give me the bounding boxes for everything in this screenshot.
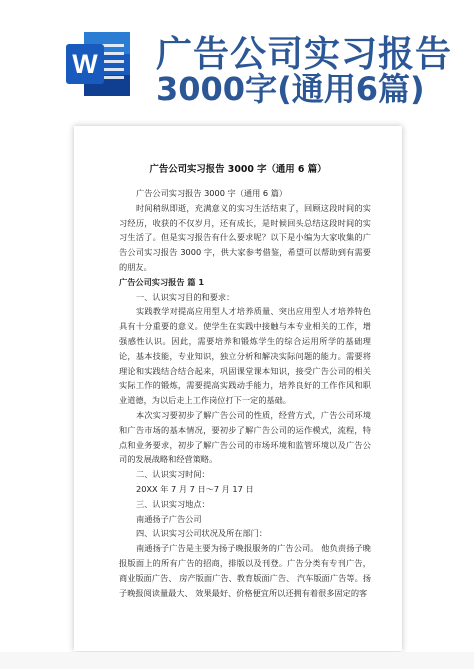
paragraph-subtitle: 广告公司实习报告 3000 字（通用 6 篇） xyxy=(136,188,288,198)
paragraph-body: 本次实习要初步了解广告公司的性质，经营方式，广告公司环境和广告市场的基本情况，要初步了解广告公司的运作模式，流程，特点和业务要求，初步了解广告公司的市场环境和监管环境以及广告公司的发展战略和经营策略。 xyxy=(119,409,371,465)
page-title-line1: 广告公司实习报告 xyxy=(156,34,453,75)
document-body xyxy=(119,186,371,600)
bottom-strip xyxy=(0,652,474,669)
paragraph-body: 南通扬子广告是主要为扬子晚报服务的广告公司。 他负责扬子晚报版面上的所有广告的招商，排版以及刊登。广告分类有专刊广告，商业版面广告、 房产版面广告、教育版面广告、 汽车版面广告等。扬子晚报阅读量最大、 效果最好、价格便宜所以还拥有着很多固定的客 xyxy=(119,543,371,598)
paragraph-item: 一、认识实习目的和要求： xyxy=(136,291,235,302)
page-title-line2: 3000字(通用6篇) xyxy=(156,70,425,108)
section-heading: 广告公司实习报告 篇 1 xyxy=(119,276,205,287)
paragraph-body: 实践教学对提高应用型人才培养质量、突出应用型人才培养特色具有十分重要的意义。使学生在实践中接触与本专业相关的工作，增强感性认识。因此，需要培养和锻炼学生的综合运用所学的基础理论，基本技能，专业知识，独立分析和解决实际问题的能力。需要将理论和实践结合结合起来，巩固课堂课本知识，接受广告公司的相关实际工作的锻炼，需要提高实践动手能力，培养良好的工作作风和职业道德，为以后走上工作岗位打下一定的基础。 xyxy=(119,306,371,406)
paragraph-item: 南通扬子广告公司 xyxy=(136,513,202,524)
document-title: 广告公司实习报告 3000 字（通用 6 篇） xyxy=(149,164,327,175)
paragraph-item: 三、认识实习地点： xyxy=(136,498,210,509)
paragraph-item: 四、认识实习公司状况及所在部门： xyxy=(136,528,268,539)
paragraph-intro: 时间稍纵即逝，充满意义的实习生活结束了，回顾这段时间的实习经历，收获的不仅岁月，还有成长，是时候回头总结这段时间的实习生活了。但是实习报告有什么要求呢？以下是小编为大家收集的广告公司实习报告 3000 字，供大家参考借鉴，希望可以帮助到有需要的朋友。 xyxy=(119,202,371,272)
word-icon xyxy=(64,30,132,98)
document-page xyxy=(74,126,402,651)
svg-text:W: W xyxy=(72,49,98,79)
paragraph-item: 二、认识实习时间： xyxy=(136,469,210,480)
paragraph-item: 20XX 年 7 月 7 日～7 月 17 日 xyxy=(136,483,254,494)
header xyxy=(0,0,474,108)
